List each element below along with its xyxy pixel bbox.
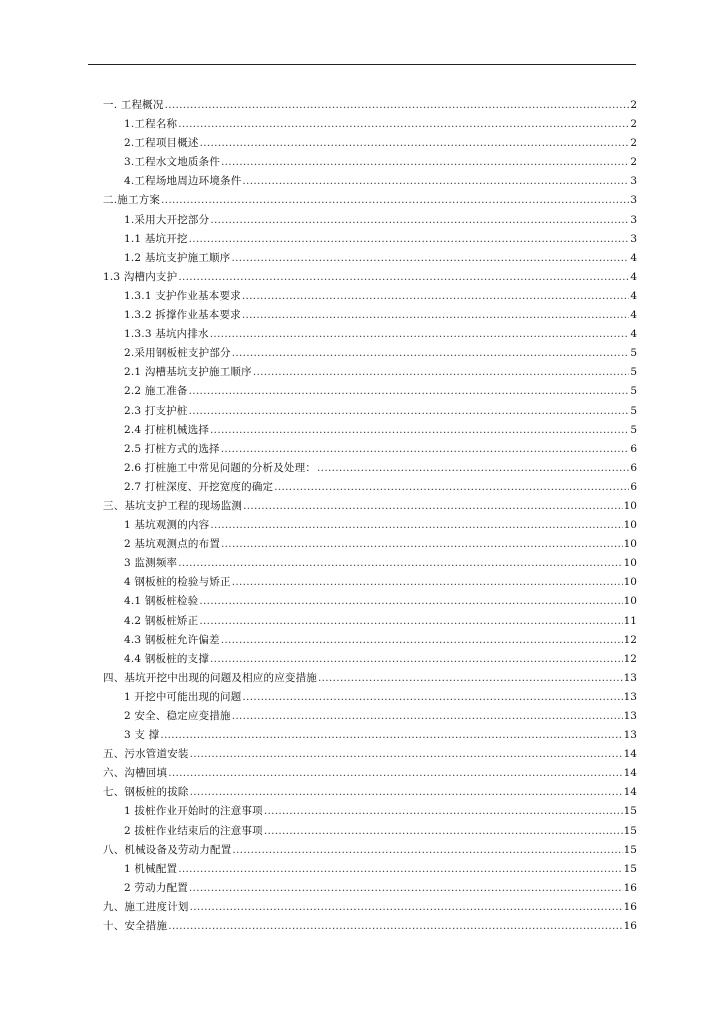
toc-dot-leader: [221, 440, 630, 459]
toc-dot-leader: [210, 421, 629, 440]
toc-entry[interactable]: [103, 172, 637, 191]
toc-entry[interactable]: [103, 860, 637, 879]
toc-entry-title: 七、钢板桩的拔除: [103, 786, 189, 799]
toc-entry-title: 4.3 钢板桩允许偏差: [124, 633, 220, 646]
toc-dot-leader: [318, 669, 623, 688]
toc-entry-title: 二.施工方案: [103, 194, 161, 207]
toc-entry-page-number: 5: [630, 423, 637, 436]
toc-dot-leader: [232, 841, 622, 860]
toc-entry-page-number: 13: [623, 710, 637, 722]
toc-entry-title: 1.3.2 拆撑作业基本要求: [124, 309, 241, 322]
toc-entry-title: 三、基坑支护工程的现场监测: [103, 499, 243, 512]
toc-entry[interactable]: [103, 344, 637, 363]
toc-dot-leader: [161, 191, 629, 210]
toc-entry[interactable]: [103, 421, 637, 440]
toc-entry[interactable]: [103, 115, 637, 134]
toc-entry-page-number: 11: [623, 614, 637, 627]
toc-dot-leader: [232, 344, 630, 363]
toc-entry-page-number: 5: [630, 347, 637, 360]
toc-entry-title: 3 监测频率: [124, 557, 178, 570]
toc-entry-title: 2.采用钢板桩支护部分: [124, 347, 231, 360]
toc-entry-page-number: 13: [623, 671, 637, 684]
toc-entry-title: 2 基坑观测点的布置: [124, 538, 221, 551]
toc-entry[interactable]: [103, 745, 637, 764]
toc-entry-page-number: 15: [623, 805, 637, 818]
toc-entry-page-number: 5: [630, 366, 637, 379]
toc-dot-leader: [221, 153, 629, 172]
toc-entry-title: 2 劳动力配置: [124, 881, 188, 894]
toc-entry[interactable]: [103, 822, 637, 841]
toc-dot-leader: [189, 382, 630, 401]
toc-entry[interactable]: [103, 917, 637, 936]
toc-entry-title: 八、机械设备及劳动力配置: [103, 843, 232, 856]
toc-entry-title: 一. 工程概况: [103, 99, 164, 111]
toc-dot-leader: [190, 745, 623, 764]
toc-entry[interactable]: [103, 459, 637, 478]
toc-entry[interactable]: [103, 516, 637, 535]
toc-entry-title: 2 安全、稳定应变措施: [124, 710, 231, 722]
toc-entry-title: 3.工程水文地质条件: [124, 156, 221, 169]
toc-entry-title: 九、施工进度计划: [103, 900, 189, 913]
toc-entry-title: 2.2 施工准备: [124, 385, 188, 398]
toc-dot-leader: [232, 573, 623, 592]
header-rule: [88, 64, 636, 65]
toc-dot-leader: [200, 134, 630, 153]
toc-entry[interactable]: [103, 134, 637, 153]
toc-entry[interactable]: [103, 554, 637, 573]
toc-entry-title: 1.3.1 支护作业基本要求: [124, 289, 241, 302]
toc-dot-leader: [264, 822, 623, 841]
toc-entry[interactable]: [103, 191, 637, 210]
toc-entry-title: 2.4 打桩机械选择: [124, 423, 210, 436]
toc-entry-page-number: 10: [623, 576, 637, 589]
toc-entry-title: 2.3 打支护桩: [124, 404, 188, 417]
toc-entry[interactable]: [103, 96, 637, 115]
toc-entry-page-number: 4: [630, 309, 637, 322]
toc-entry-page-number: 16: [623, 881, 637, 894]
toc-entry-page-number: 4: [630, 289, 637, 302]
toc-entry-title: 2.7 打桩深度、开挖宽度的确定: [124, 480, 274, 493]
toc-entry-page-number: 14: [623, 767, 637, 780]
toc-entry[interactable]: [103, 631, 637, 650]
toc-entry-page-number: 14: [623, 748, 637, 761]
toc-entry-title: 十、安全措施: [103, 920, 168, 933]
toc-dot-leader: [232, 707, 623, 726]
toc-dot-leader: [221, 535, 623, 554]
toc-entry-title: 五、污水管道安装: [103, 748, 189, 761]
toc-entry[interactable]: [103, 306, 637, 325]
toc-entry-page-number: 15: [623, 862, 637, 875]
toc-entry-page-number: 14: [623, 786, 637, 799]
toc-dot-leader: [274, 478, 629, 497]
toc-entry-page-number: 10: [623, 538, 637, 551]
toc-dot-leader: [178, 115, 629, 134]
toc-dot-leader: [178, 860, 622, 879]
toc-entry-page-number: 4: [630, 328, 637, 341]
toc-entry-title: 4.1 钢板桩检验: [124, 595, 199, 608]
toc-entry-title: 4.2 钢板桩矫正: [124, 614, 199, 627]
toc-dot-leader: [242, 287, 629, 306]
toc-entry-page-number: 16: [623, 920, 637, 933]
toc-dot-leader: [178, 554, 622, 573]
toc-entry-page-number: 12: [623, 633, 637, 646]
toc-entry-title: 2.1 沟槽基坑支护施工顺序: [124, 366, 252, 379]
toc-entry-page-number: 3: [630, 175, 637, 188]
toc-dot-leader: [317, 459, 629, 478]
toc-dot-leader: [210, 325, 630, 344]
toc-dot-leader: [221, 631, 623, 650]
toc-entry-title: 2 拔桩作业结束后的注意事项: [124, 824, 263, 837]
toc-entry-title: 4.4 钢板桩的支撑: [124, 652, 210, 665]
toc-entry[interactable]: [103, 688, 637, 707]
toc-entry-page-number: 5: [630, 404, 637, 417]
toc-entry-page-number: 2: [630, 118, 637, 131]
toc-entry-page-number: 16: [623, 900, 637, 913]
toc-dot-leader: [199, 592, 622, 611]
toc-dot-leader: [168, 917, 622, 936]
toc-entry[interactable]: [103, 783, 637, 802]
toc-entry-page-number: 10: [623, 499, 637, 512]
toc-entry[interactable]: [103, 478, 637, 497]
toc-entry-page-number: 6: [630, 480, 637, 493]
toc-entry-page-number: 2: [630, 137, 637, 150]
toc-entry[interactable]: [103, 898, 637, 917]
toc-dot-leader: [210, 650, 623, 669]
toc-entry-page-number: 3: [630, 232, 637, 245]
toc-entry-title: 六、沟槽回填: [103, 767, 168, 780]
toc-entry-page-number: 12: [623, 652, 637, 665]
toc-entry[interactable]: [103, 707, 637, 726]
toc-entry-title: 2.工程项目概述: [124, 137, 199, 150]
toc-entry-page-number: 10: [623, 519, 637, 532]
toc-entry-title: 4.工程场地周边环境条件: [124, 175, 242, 188]
toc-entry[interactable]: [103, 249, 637, 268]
toc-dot-leader: [243, 497, 623, 516]
toc-entry-page-number: 3: [630, 194, 637, 207]
toc-entry-title: 1.3 沟槽内支护: [103, 270, 178, 283]
toc-entry[interactable]: [103, 573, 637, 592]
toc-entry-title: 1 开挖中可能出现的问题: [124, 690, 242, 703]
toc-entry-title: 4 钢板桩的检验与矫正: [124, 576, 231, 589]
toc-entry-title: 2.5 打桩方式的选择: [124, 442, 220, 455]
toc-entry-page-number: 4: [630, 270, 637, 283]
toc-dot-leader: [190, 783, 623, 802]
toc-entry[interactable]: [103, 440, 637, 459]
toc-entry[interactable]: [103, 592, 637, 611]
toc-entry-title: 1 拔桩作业开始时的注意事项: [124, 805, 263, 818]
toc-dot-leader: [210, 211, 629, 230]
toc-entry[interactable]: [103, 650, 637, 669]
toc-dot-leader: [165, 96, 630, 115]
toc-dot-leader: [199, 612, 622, 631]
toc-entry-page-number: 15: [623, 824, 637, 837]
toc-entry[interactable]: [103, 764, 637, 783]
toc-entry[interactable]: [103, 211, 637, 230]
toc-entry-title: 1.2 基坑支护施工顺序: [124, 251, 231, 264]
toc-entry-title: 1 基坑观测的内容: [124, 519, 210, 532]
toc-entry[interactable]: [103, 535, 637, 554]
toc-entry-title: 3 支 撑: [124, 729, 160, 742]
toc-entry-page-number: 10: [623, 595, 637, 608]
toc-entry[interactable]: [103, 230, 637, 249]
toc-dot-leader: [210, 516, 622, 535]
toc-entry[interactable]: [103, 153, 637, 172]
toc-dot-leader: [189, 402, 630, 421]
toc-entry-page-number: 13: [623, 729, 637, 742]
toc-entry-page-number: 6: [630, 442, 637, 455]
toc-entry[interactable]: [103, 612, 637, 631]
toc-entry[interactable]: [103, 287, 637, 306]
toc-entry[interactable]: [103, 669, 637, 688]
toc-dot-leader: [178, 268, 629, 287]
toc-entry-title: 1.工程名称: [124, 118, 178, 131]
toc-dot-leader: [253, 363, 629, 382]
toc-entry-page-number: 10: [623, 557, 637, 570]
toc-entry-page-number: 5: [630, 385, 637, 398]
toc-entry-title: 四、基坑开挖中出现的问题及相应的应变措施: [103, 671, 317, 684]
toc-entry-page-number: 2: [630, 156, 637, 169]
toc-entry-page-number: 15: [623, 843, 637, 856]
toc-entry-title: 2.6 打桩施工中常见问题的分析及处理：: [124, 461, 317, 474]
table-of-contents: [103, 96, 637, 936]
toc-entry[interactable]: [103, 879, 637, 898]
toc-entry[interactable]: [103, 363, 637, 382]
toc-dot-leader: [168, 764, 622, 783]
toc-entry-page-number: 6: [630, 461, 637, 474]
toc-dot-leader: [160, 726, 622, 745]
toc-entry[interactable]: [103, 841, 637, 860]
toc-dot-leader: [189, 230, 630, 249]
toc-entry-page-number: 13: [623, 690, 637, 703]
toc-entry[interactable]: [103, 726, 637, 745]
toc-entry[interactable]: [103, 802, 637, 821]
toc-entry-page-number: 3: [630, 213, 637, 226]
toc-dot-leader: [242, 306, 629, 325]
toc-entry[interactable]: [103, 382, 637, 401]
toc-entry[interactable]: [103, 325, 637, 344]
toc-entry[interactable]: [103, 402, 637, 421]
toc-entry-title: 1.3.3 基坑内排水: [124, 328, 209, 341]
toc-entry-page-number: 2: [630, 99, 637, 111]
toc-dot-leader: [190, 898, 623, 917]
toc-entry-title: 1.采用大开挖部分: [124, 213, 210, 226]
toc-entry-title: 1 机械配置: [124, 862, 178, 875]
toc-entry-page-number: 4: [630, 251, 637, 264]
toc-entry[interactable]: [103, 497, 637, 516]
toc-dot-leader: [242, 688, 622, 707]
toc-dot-leader: [231, 249, 629, 268]
toc-dot-leader: [189, 879, 623, 898]
toc-dot-leader: [242, 172, 629, 191]
toc-dot-leader: [264, 802, 623, 821]
toc-entry[interactable]: [103, 268, 637, 287]
toc-entry-title: 1.1 基坑开挖: [124, 232, 188, 245]
